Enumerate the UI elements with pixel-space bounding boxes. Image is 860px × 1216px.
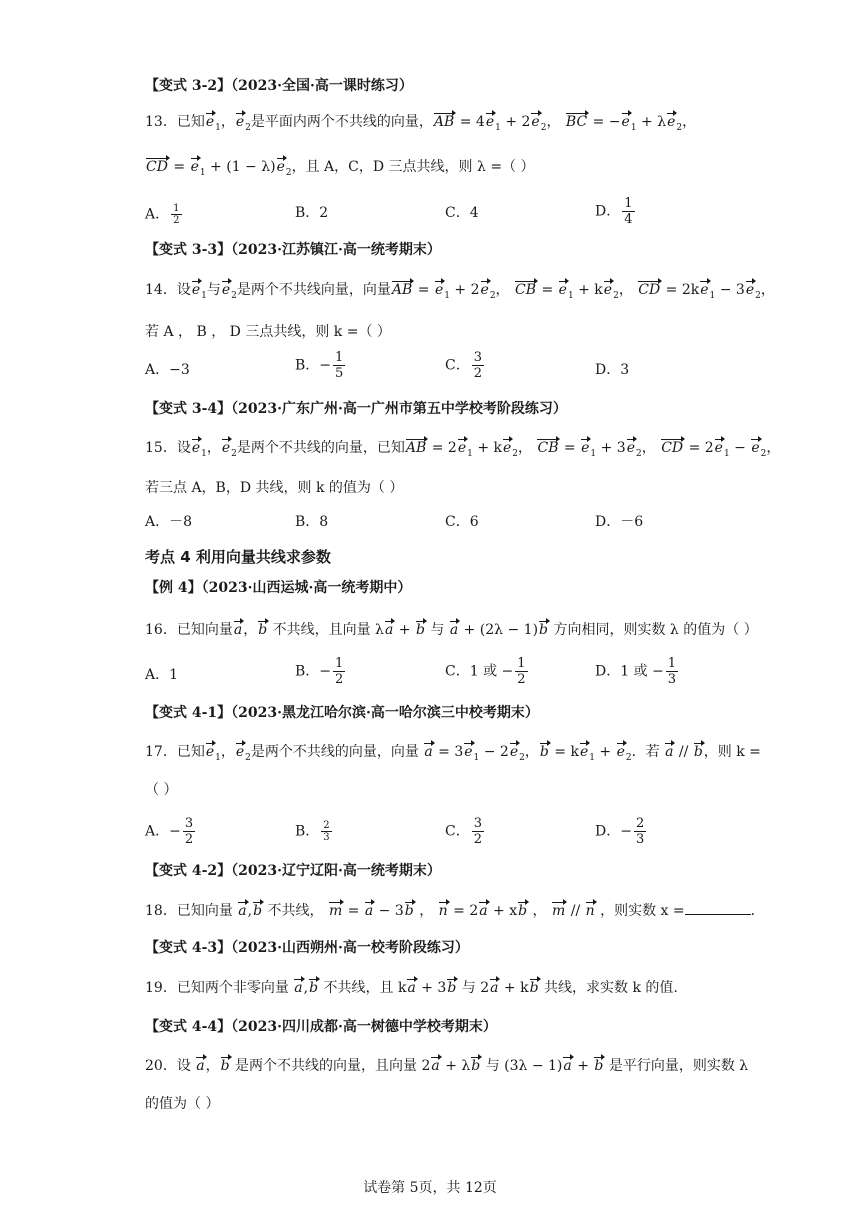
q20-tag: 【变式 4-4】（2023·四川成都·高一树德中学校考期末） bbox=[145, 1019, 497, 1035]
section-heading: 考点 4 利用向量共线求参数 bbox=[145, 548, 331, 566]
q15-option-a: A．－8 bbox=[145, 514, 193, 530]
q16-option-a: A．1 bbox=[145, 667, 179, 683]
q16-option-c: C．1 或 − $\frac{1}{2}$ bbox=[445, 656, 526, 687]
q14-line1: 14．设$e_1$与$e_2$是两个不共线向量，向量AB = $e_1 + 2e_2$， CB = $e_1 + ke_2$， CD = $2ke_1 - 3e_2$， bbox=[145, 282, 775, 301]
answer-blank bbox=[685, 900, 751, 915]
q13-option-c: C．4 bbox=[445, 205, 479, 221]
q20-line2: 的值为（ ） bbox=[145, 1096, 220, 1112]
q13-option-d: D． $\frac{1}{4}$ bbox=[595, 196, 633, 227]
q15-line1: 15．设$e_1$，$e_2$是两个不共线的向量，已知AB = $2e_1 + ke_2$， CB = $e_1 + 3e_2$， CD = $2e_1 - e_2$， bbox=[145, 440, 781, 459]
q15-option-b: B．8 bbox=[295, 514, 329, 530]
q16-option-d: D．1 或 − $\frac{1}{3}$ bbox=[595, 656, 677, 687]
q14-option-c: C． $\frac{3}{2}$ bbox=[445, 350, 482, 381]
q17-option-a: A．− $\frac{3}{2}$ bbox=[145, 816, 194, 847]
q19-line1: 19．已知两个非零向量 a,b 不共线，且 ka + 3b 与 2a + kb 共线，求实数 k 的值. bbox=[145, 980, 678, 996]
page-footer: 试卷第 5页，共 12页 bbox=[363, 1180, 497, 1196]
q13-option-a: A． $\frac{1}{2}$ bbox=[145, 203, 180, 226]
q13-tag: 【变式 3-2】（2023·全国·高一课时练习） bbox=[145, 78, 413, 94]
q19-tag: 【变式 4-3】（2023·山西朔州·高一校考阶段练习） bbox=[145, 940, 469, 956]
q16-line1: 16．已知向量a，b 不共线，且向量 λa + b 与 a + (2λ − 1)b 方向相同，则实数 λ 的值为（ ） bbox=[145, 622, 758, 638]
q17-option-d: D．− $\frac{2}{3}$ bbox=[595, 816, 645, 847]
q14-line2: 若 A ， B ， D 三点共线，则 k =（ ） bbox=[145, 324, 391, 340]
q15-tag: 【变式 3-4】（2023·广东广州·高一广州市第五中学校考阶段练习） bbox=[145, 401, 567, 417]
q14-option-d: D．3 bbox=[595, 362, 630, 378]
q13-option-b: B．2 bbox=[295, 205, 329, 221]
q17-line1: 17．已知$e_1$，$e_2$是两个不共线的向量，向量 $a = 3e_1 - 2e_2$，$b = ke_1 + e_2$．若 a // b，则 k = bbox=[145, 744, 761, 763]
q15-option-c: C．6 bbox=[445, 514, 479, 530]
q17-option-c: C． $\frac{3}{2}$ bbox=[445, 816, 482, 847]
q17-option-b: B． $\frac{2}{3}$ bbox=[295, 820, 330, 843]
q16-tag: 【例 4】（2023·山西运城·高一统考期中） bbox=[145, 580, 412, 596]
q13-line2: CD = $e_1 + (1 - \lambda)e_2$，且 A，C，D 三点共线，则 λ =（ ） bbox=[146, 159, 535, 178]
q14-option-b: B．− $\frac{1}{5}$ bbox=[295, 350, 344, 381]
q16-option-b: B．− $\frac{1}{2}$ bbox=[295, 656, 344, 687]
q18-tag: 【变式 4-2】（2023·辽宁辽阳·高一统考期末） bbox=[145, 863, 441, 879]
q20-line1: 20．设 a，b 是两个不共线的向量，且向量 2a + λb 与 (3λ − 1)a + b 是平行向量，则实数 λ bbox=[145, 1058, 749, 1074]
q14-tag: 【变式 3-3】（2023·江苏镇江·高一统考期末） bbox=[145, 242, 441, 258]
q14-option-a: A．−3 bbox=[145, 362, 190, 378]
q17-tag: 【变式 4-1】（2023·黑龙江哈尔滨·高一哈尔滨三中校考期末） bbox=[145, 705, 539, 721]
q17-line2: （ ） bbox=[145, 782, 178, 798]
q18-line1: 18．已知向量 a,b 不共线， m = a − 3b ， n = 2a + xb ， m // n ，则实数 x = ． bbox=[145, 900, 765, 921]
q15-line2: 若三点 A，B，D 共线，则 k 的值为（ ） bbox=[145, 480, 404, 496]
q15-option-d: D．－6 bbox=[595, 514, 644, 530]
q13-line1: 13．已知$e_1$，$e_2$是平面内两个不共线的向量，AB = $4e_1 + 2e_2$， BC = $-e_1 + \lambda e_2$， bbox=[145, 114, 697, 133]
